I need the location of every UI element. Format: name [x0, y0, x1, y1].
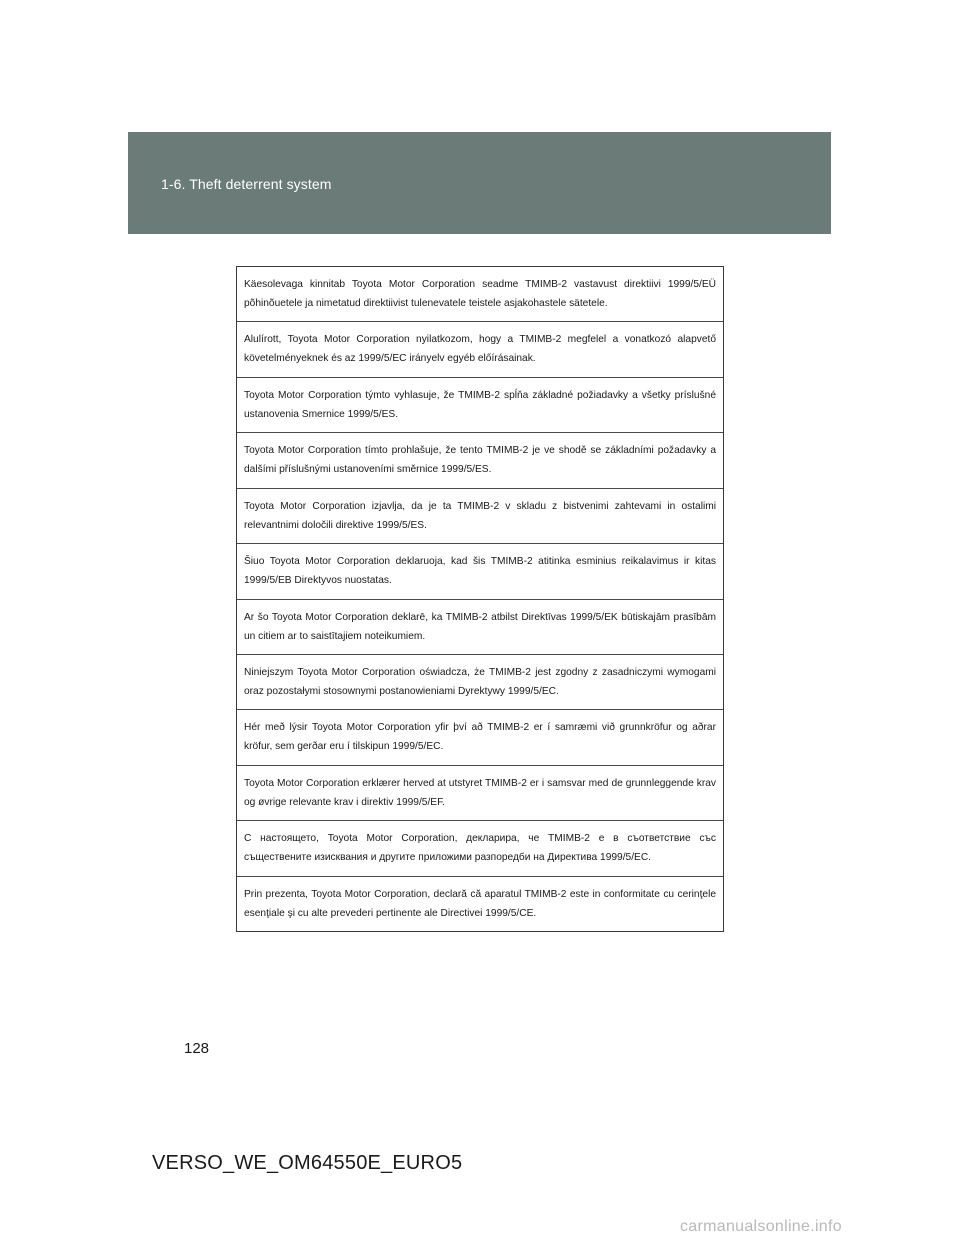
declaration-row-hungarian — [237, 322, 723, 377]
declaration-row-estonian — [237, 267, 723, 322]
declaration-row-slovak — [237, 378, 723, 433]
declaration-text: Niniejszym Toyota Motor Corporation oświadcza, że TMIMB-2 jest zgodny z zasadniczymi wymogami oraz pozostałymi stosownymi postanowieniami Dyrektywy 1999/5/EC. — [244, 666, 716, 697]
declaration-text: Käesolevaga kinnitab Toyota Motor Corporation seadme TMIMB-2 vastavust direktiivi 1999/5/EÜ põhinõuetele ja nimetatud direktiivist tulenevatele teistele asjakohastele sätetele. — [244, 279, 716, 309]
document-code: VERSO_WE_OM64550E_EURO5 — [152, 1152, 463, 1174]
declaration-text: Toyota Motor Corporation týmto vyhlasuje, že TMIMB-2 spĺňa základné požiadavky a všetky príslušné ustanovenia Smernice 1999/5/ES. — [244, 389, 716, 420]
site-watermark: carmanualsonline.info — [680, 1218, 842, 1235]
declaration-row-czech — [237, 433, 723, 488]
declaration-text: Šiuo Toyota Motor Corporation deklaruoja, kad šis TMIMB-2 atitinka esminius reikalavimus ir kitas 1999/5/EB Direktyvos nuostatas. — [244, 556, 716, 587]
declaration-row-latvian — [237, 600, 723, 655]
declaration-text: Hér með lýsir Toyota Motor Corporation yfir því að TMIMB-2 er í samræmi við grunnkröfur og aðrar kröfur, sem gerðar eru í tilskipun 1999/5/EC. — [244, 722, 716, 753]
declaration-text: Toyota Motor Corporation izjavlja, da je ta TMIMB-2 v skladu z bistvenimi zahtevami in ostalimi relevantnimi določili direktive 1999/5/ES. — [244, 500, 716, 531]
declaration-row-icelandic — [237, 710, 723, 765]
declaration-row-polish — [237, 655, 723, 710]
page-number: 128 — [184, 1040, 210, 1057]
declaration-row-lithuanian — [237, 544, 723, 599]
section-header-band — [128, 132, 831, 234]
declaration-row-norwegian — [237, 766, 723, 821]
section-title: 1-6. Theft deterrent system — [161, 176, 332, 192]
declaration-row-bulgarian — [237, 821, 723, 876]
declaration-text: Toyota Motor Corporation erklærer herved at utstyret TMIMB-2 er i samsvar med de grunnleggende krav og øvrige relevante krav i direktiv 1999/5/EF. — [244, 777, 716, 808]
declaration-text: Ar šo Toyota Motor Corporation deklarē, ka TMIMB-2 atbilst Direktīvas 1999/5/EK būtiskajām prasībām un citiem ar to saistītajiem noteikumiem. — [244, 611, 716, 642]
declaration-text: Prin prezenta, Toyota Motor Corporation, declară că aparatul TMIMB-2 este in conformitate cu cerinţele esenţiale şi cu alte prevederi pertinente ale Directivei 1999/5/CE. — [244, 888, 716, 919]
declaration-row-romanian — [237, 877, 723, 931]
declaration-row-slovenian — [237, 489, 723, 544]
declaration-text: Toyota Motor Corporation tímto prohlašuje, že tento TMIMB-2 je ve shodě se základními požadavky a dalšími příslušnými ustanoveními směrnice 1999/5/ES. — [244, 445, 716, 476]
declaration-table — [236, 266, 724, 932]
declaration-text: С настоящето, Toyota Motor Corporation, декларира, че TMIMB-2 е в съответствие със съществените изисквания и другите приложими разпоредби на Директива 1999/5/ЕС. — [244, 833, 716, 864]
declaration-text: Alulírott, Toyota Motor Corporation nyilatkozom, hogy a TMIMB-2 megfelel a vonatkozó alapvető követelményeknek és az 1999/5/EC irányelv egyéb előírásainak. — [244, 334, 716, 365]
